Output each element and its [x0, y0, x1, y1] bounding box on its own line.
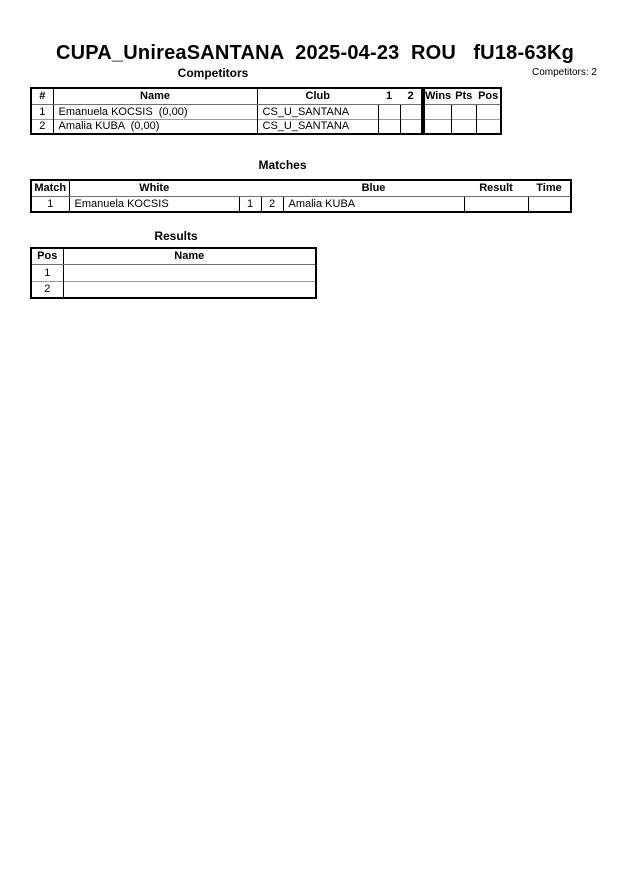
table-row — [31, 119, 422, 134]
result-pos: 1 — [44, 266, 51, 279]
competitors-header-pos: Pos — [476, 88, 501, 104]
match-number: 1 — [47, 197, 54, 210]
result-name — [63, 281, 316, 298]
competitor-num: 2 — [31, 119, 53, 134]
competitors-header-row — [31, 88, 422, 104]
match-time-cell — [528, 196, 571, 212]
competitors-header-name: Name — [53, 88, 257, 104]
competitors-header-col1: 1 — [378, 88, 400, 104]
results-header-name: Name — [63, 248, 316, 264]
competitors-table — [30, 87, 423, 135]
page-title: CUPA_UnireaSANTANA 2025-04-23 ROU fU18-63Kg — [55, 42, 575, 64]
matches-header-time: Time — [528, 180, 571, 196]
competitor-col2-cell — [400, 104, 422, 119]
competitors-count: Competitors: 2 — [531, 67, 597, 78]
matches-section-title: Matches — [258, 158, 307, 172]
competitor-num: 1 — [39, 105, 46, 118]
competitors-score-table — [423, 87, 502, 135]
competitors-header-wins: Wins — [424, 88, 451, 104]
matches-table — [30, 179, 572, 213]
competitor-pts-cell — [451, 104, 476, 119]
competitor-pos-cell — [476, 104, 501, 119]
matches-table-wrap — [30, 179, 572, 213]
results-table-wrap — [30, 247, 317, 299]
competitors-tables — [30, 87, 502, 135]
matches-header-spacer2 — [261, 180, 283, 196]
table-row — [31, 264, 316, 281]
competitors-header-club: Club — [257, 88, 378, 104]
competitors-header-col2: 2 — [400, 88, 422, 104]
results-table — [30, 247, 317, 299]
results-header-row — [31, 248, 316, 264]
matches-header-spacer1 — [239, 180, 261, 196]
matches-header-blue: Blue — [283, 180, 464, 196]
result-name — [63, 264, 316, 281]
match-result-cell — [464, 196, 528, 212]
matches-header-white: White — [69, 180, 239, 196]
match-white-name: Emanuela KOCSIS — [69, 196, 239, 212]
results-section-title: Results — [154, 229, 198, 243]
match-white-num: 1 — [239, 196, 261, 212]
results-header-pos: Pos — [31, 248, 63, 264]
match-blue-num: 2 — [261, 196, 283, 212]
competitor-col1-cell — [378, 104, 400, 119]
competitor-club: CS_U_SANTANA — [257, 119, 378, 134]
competitors-header-num: # — [31, 88, 53, 104]
score-header-row — [424, 88, 501, 104]
matches-header-row — [31, 180, 571, 196]
competitor-wins-cell — [424, 119, 451, 134]
competitor-wins-cell — [424, 104, 451, 119]
competitors-header-pts: Pts — [451, 88, 476, 104]
competitor-col1-cell — [378, 119, 400, 134]
competitor-pos-cell — [476, 119, 501, 134]
competitor-pts-cell — [451, 119, 476, 134]
competitor-club: CS_U_SANTANA — [257, 104, 378, 119]
result-pos: 2 — [31, 281, 63, 298]
competitor-name: Emanuela KOCSIS (0,00) — [53, 104, 257, 119]
table-row — [31, 281, 316, 298]
match-blue-name: Amalia KUBA — [283, 196, 464, 212]
competitors-section-title: Competitors — [177, 66, 249, 80]
table-row — [424, 104, 501, 119]
matches-header-match: Match — [31, 180, 69, 196]
table-row — [31, 196, 571, 212]
competitor-col2-cell — [400, 119, 422, 134]
matches-header-result: Result — [464, 180, 528, 196]
competitor-name: Amalia KUBA (0,00) — [53, 119, 257, 134]
table-row — [31, 104, 422, 119]
table-row — [424, 119, 501, 134]
